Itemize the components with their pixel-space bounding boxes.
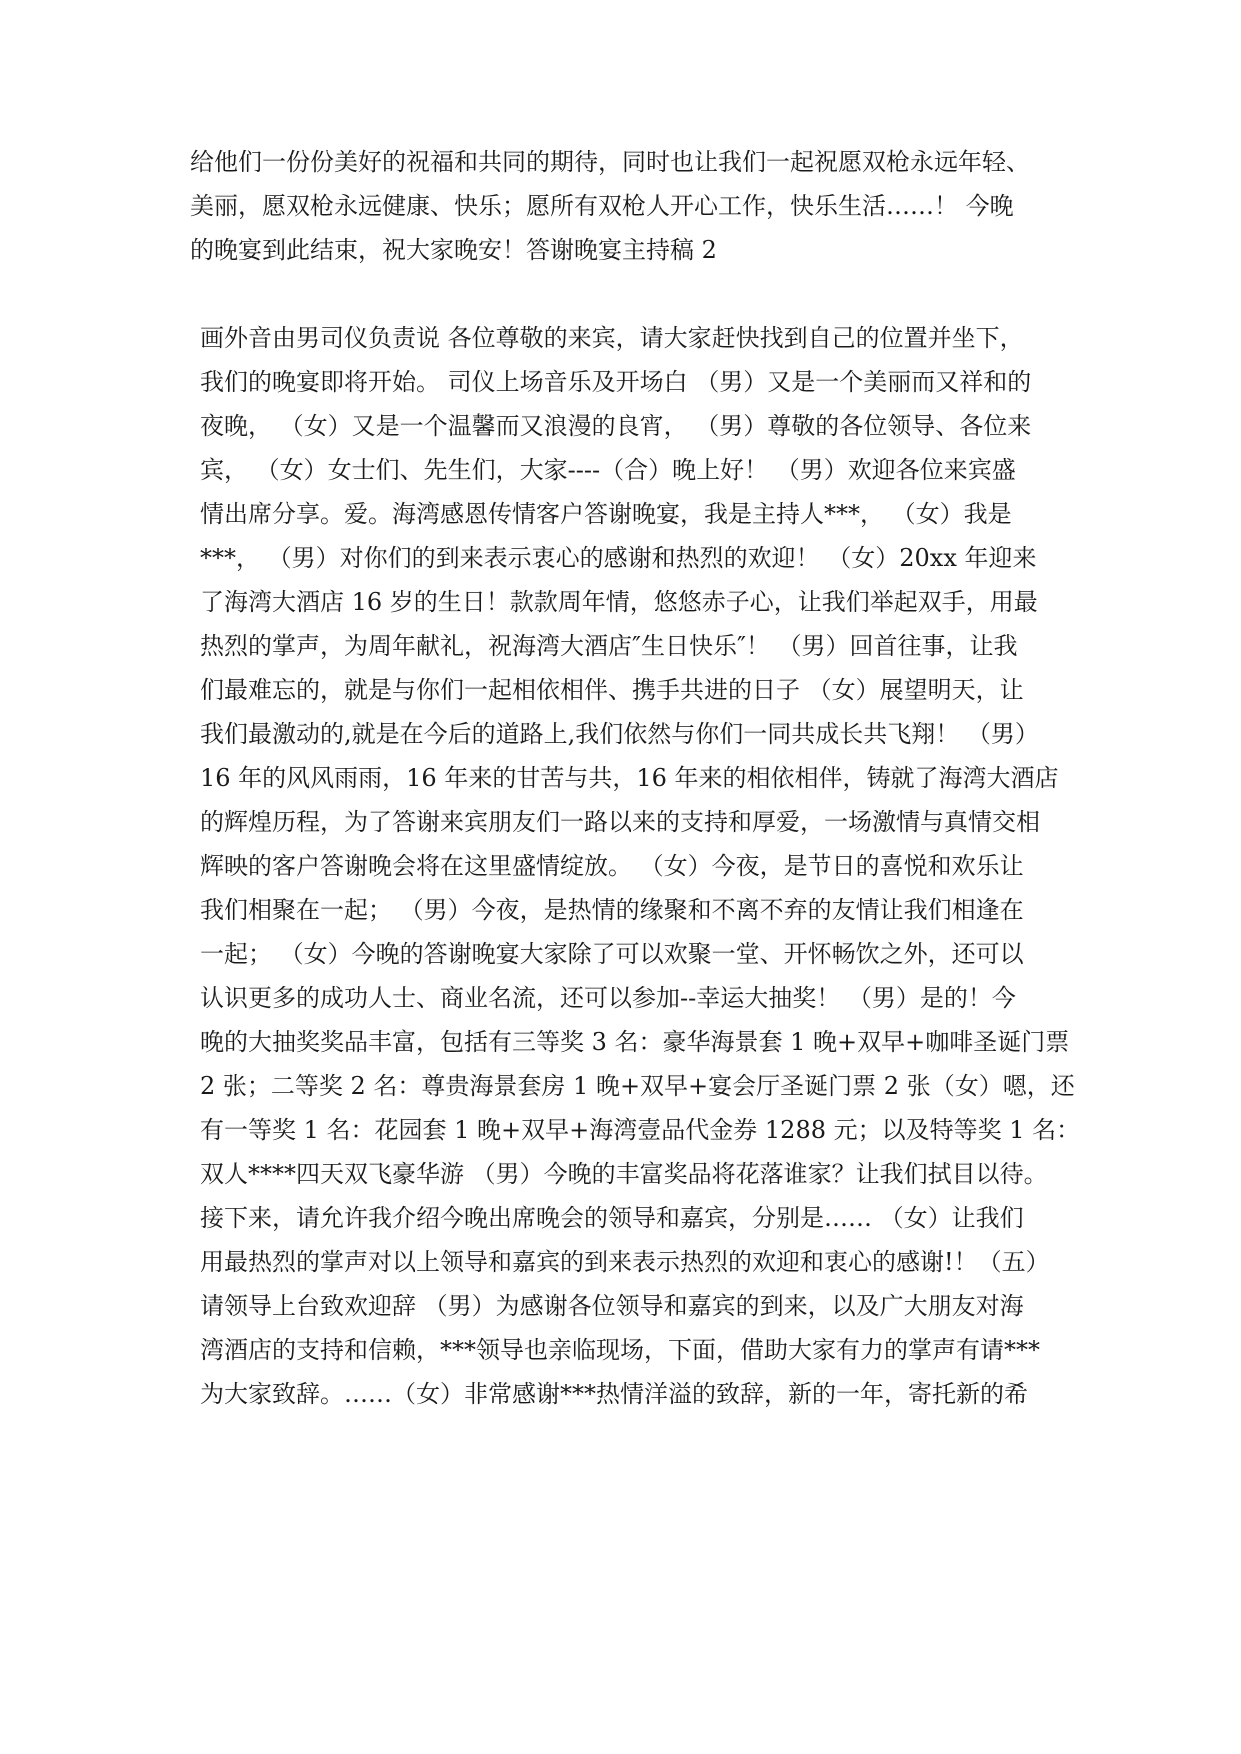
- text-line: 了海湾大酒店 16 岁的生日！款款周年情，悠悠赤子心，让我们举起双手，用最: [200, 588, 1038, 616]
- text-line: 给他们一份份美好的祝福和共同的期待，同时也让我们一起祝愿双枪永远年轻、: [190, 148, 1030, 176]
- document-body: [190, 140, 1081, 1416]
- text-line: 我们的晚宴即将开始。 司仪上场音乐及开场白 （男）又是一个美丽而又祥和的: [200, 368, 1032, 396]
- text-line: 我们相聚在一起； （男）今夜，是热情的缘聚和不离不弃的友情让我们相逢在: [200, 896, 1024, 924]
- text-line: 一起； （女）今晚的答谢晚宴大家除了可以欢聚一堂、开怀畅饮之外，还可以: [200, 940, 1024, 968]
- text-line: 情出席分享。爱。海湾感恩传情客户答谢晚宴，我是主持人***， （女）我是: [200, 500, 1012, 528]
- text-line: 认识更多的成功人士、商业名流，还可以参加--幸运大抽奖！ （男）是的！今: [200, 984, 1016, 1012]
- text-line: 辉映的客户答谢晚会将在这里盛情绽放。 （女）今夜，是节日的喜悦和欢乐让: [200, 852, 1024, 880]
- text-line: 夜晚， （女）又是一个温馨而又浪漫的良宵， （男）尊敬的各位领导、各位来: [200, 412, 1032, 440]
- paragraph-script: [190, 316, 1081, 1416]
- text-line: 热烈的掌声，为周年献礼，祝海湾大酒店″生日快乐″！ （男）回首往事，让我: [200, 632, 1018, 660]
- text-line: 的晚宴到此结束，祝大家晚安！答谢晚宴主持稿 2: [190, 236, 717, 264]
- text-line: ***， （男）对你们的到来表示衷心的感谢和热烈的欢迎！ （女）20xx 年迎来: [200, 544, 1037, 572]
- text-line: 的辉煌历程，为了答谢来宾朋友们一路以来的支持和厚爱，一场激情与真情交相: [200, 808, 1040, 836]
- text-line: 为大家致辞。……（女）非常感谢***热情洋溢的致辞，新的一年，寄托新的希: [200, 1380, 1028, 1408]
- text-line: 请领导上台致欢迎辞 （男）为感谢各位领导和嘉宾的到来，以及广大朋友对海: [200, 1292, 1024, 1320]
- text-line: 晚的大抽奖奖品丰富，包括有三等奖 3 名：豪华海景套 1 晚+双早+咖啡圣诞门票: [200, 1028, 1070, 1056]
- text-line: 湾酒店的支持和信赖，***领导也亲临现场，下面，借助大家有力的掌声有请***: [200, 1336, 1040, 1364]
- text-line: 有一等奖 1 名：花园套 1 晚+双早+海湾壹品代金券 1288 元；以及特等奖 1 名：: [200, 1116, 1081, 1144]
- text-line: 我们最激动的,就是在今后的道路上,我们依然与你们一同共成长共飞翔！ （男）: [200, 720, 1039, 748]
- paragraph-closing: [190, 140, 1070, 272]
- text-line: 们最难忘的，就是与你们一起相依相伴、携手共进的日子 （女）展望明天，让: [200, 676, 1024, 704]
- text-line: 双人****四天双飞豪华游 （男）今晚的丰富奖品将花落谁家？让我们拭目以待。: [200, 1160, 1048, 1188]
- text-line: 16 年的风风雨雨，16 年来的甘苦与共，16 年来的相依相伴，铸就了海湾大酒店: [200, 764, 1059, 792]
- text-line: 宾， （女）女士们、先生们，大家----（合）晚上好！ （男）欢迎各位来宾盛: [200, 456, 1016, 484]
- text-line: 画外音由男司仪负责说 各位尊敬的来宾，请大家赶快找到自己的位置并坐下，: [200, 324, 1024, 352]
- text-line: 2 张；二等奖 2 名：尊贵海景套房 1 晚+双早+宴会厅圣诞门票 2 张（女）嗯，还: [200, 1072, 1075, 1100]
- text-line: 接下来，请允许我介绍今晚出席晚会的领导和嘉宾，分别是…… （女）让我们: [200, 1204, 1024, 1232]
- text-line: 用最热烈的掌声对以上领导和嘉宾的到来表示热烈的欢迎和衷心的感谢!！（五）: [200, 1248, 1050, 1276]
- text-line: 美丽，愿双枪永远健康、快乐；愿所有双枪人开心工作，快乐生活……！ 今晚: [190, 192, 1014, 220]
